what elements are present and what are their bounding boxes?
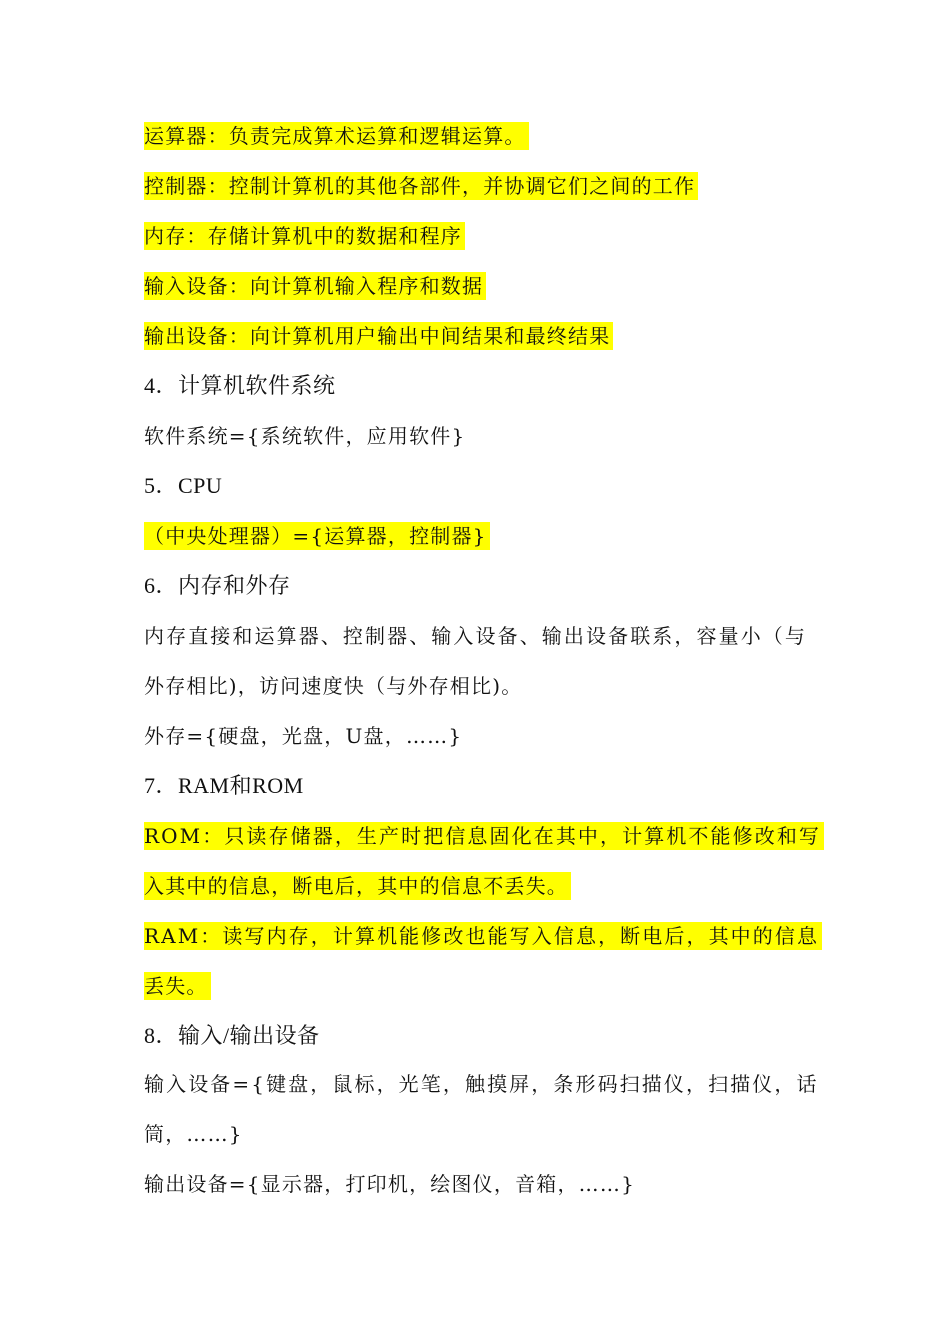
line-output-devices: 输出设备={显示器，打印机，绘图仪，音箱，……} — [144, 1172, 636, 1196]
highlighted-text: RAM：读写内存，计算机能修改也能写入信息，断电后，其中的信息 — [144, 922, 822, 950]
line-cpu — [144, 518, 490, 554]
line-memory-desc-2: 外存相比)，访问速度快（与外存相比)。 — [144, 674, 523, 698]
line-input-devices-2: 筒，……} — [144, 1122, 243, 1146]
highlighted-text: （中央处理器）={运算器，控制器} — [144, 522, 490, 550]
section-heading-4: 4．计算机软件系统 — [144, 373, 336, 398]
line-controller — [144, 168, 698, 204]
line-ram-1 — [144, 918, 820, 954]
highlighted-text: ROM：只读存储器，生产时把信息固化在其中，计算机不能修改和写 — [144, 822, 824, 850]
section-heading-6: 6．内存和外存 — [144, 573, 291, 598]
line-input-device — [144, 268, 486, 304]
highlighted-text: 输出设备：向计算机用户输出中间结果和最终结果 — [144, 322, 613, 350]
highlighted-text: 丢失。 — [144, 972, 211, 1000]
line-memory-desc-1: 内存直接和运算器、控制器、输入设备、输出设备联系，容量小（与 — [144, 624, 807, 648]
line-software-system: 软件系统={系统软件，应用软件} — [144, 424, 466, 448]
section-heading-5: 5．CPU — [144, 473, 223, 498]
line-arithmetic-unit — [144, 118, 529, 154]
highlighted-text: 运算器：负责完成算术运算和逻辑运算。 — [144, 122, 529, 150]
line-external-storage: 外存={硬盘，光盘，U盘，……} — [144, 724, 463, 748]
line-input-devices-1: 输入设备={键盘，鼠标，光笔，触摸屏，条形码扫描仪，扫描仪，话 — [144, 1072, 819, 1096]
line-rom-2 — [144, 868, 571, 904]
highlighted-text: 输入设备：向计算机输入程序和数据 — [144, 272, 486, 300]
line-output-device — [144, 318, 613, 354]
highlighted-text: 入其中的信息，断电后，其中的信息不丢失。 — [144, 872, 571, 900]
highlighted-text: 控制器：控制计算机的其他各部件，并协调它们之间的工作 — [144, 172, 698, 200]
line-ram-2 — [144, 968, 211, 1004]
section-heading-7: 7．RAM和ROM — [144, 773, 304, 798]
highlighted-text: 内存：存储计算机中的数据和程序 — [144, 222, 465, 250]
line-rom-1 — [144, 818, 822, 854]
section-heading-8: 8．输入/输出设备 — [144, 1023, 320, 1048]
line-memory — [144, 218, 465, 254]
